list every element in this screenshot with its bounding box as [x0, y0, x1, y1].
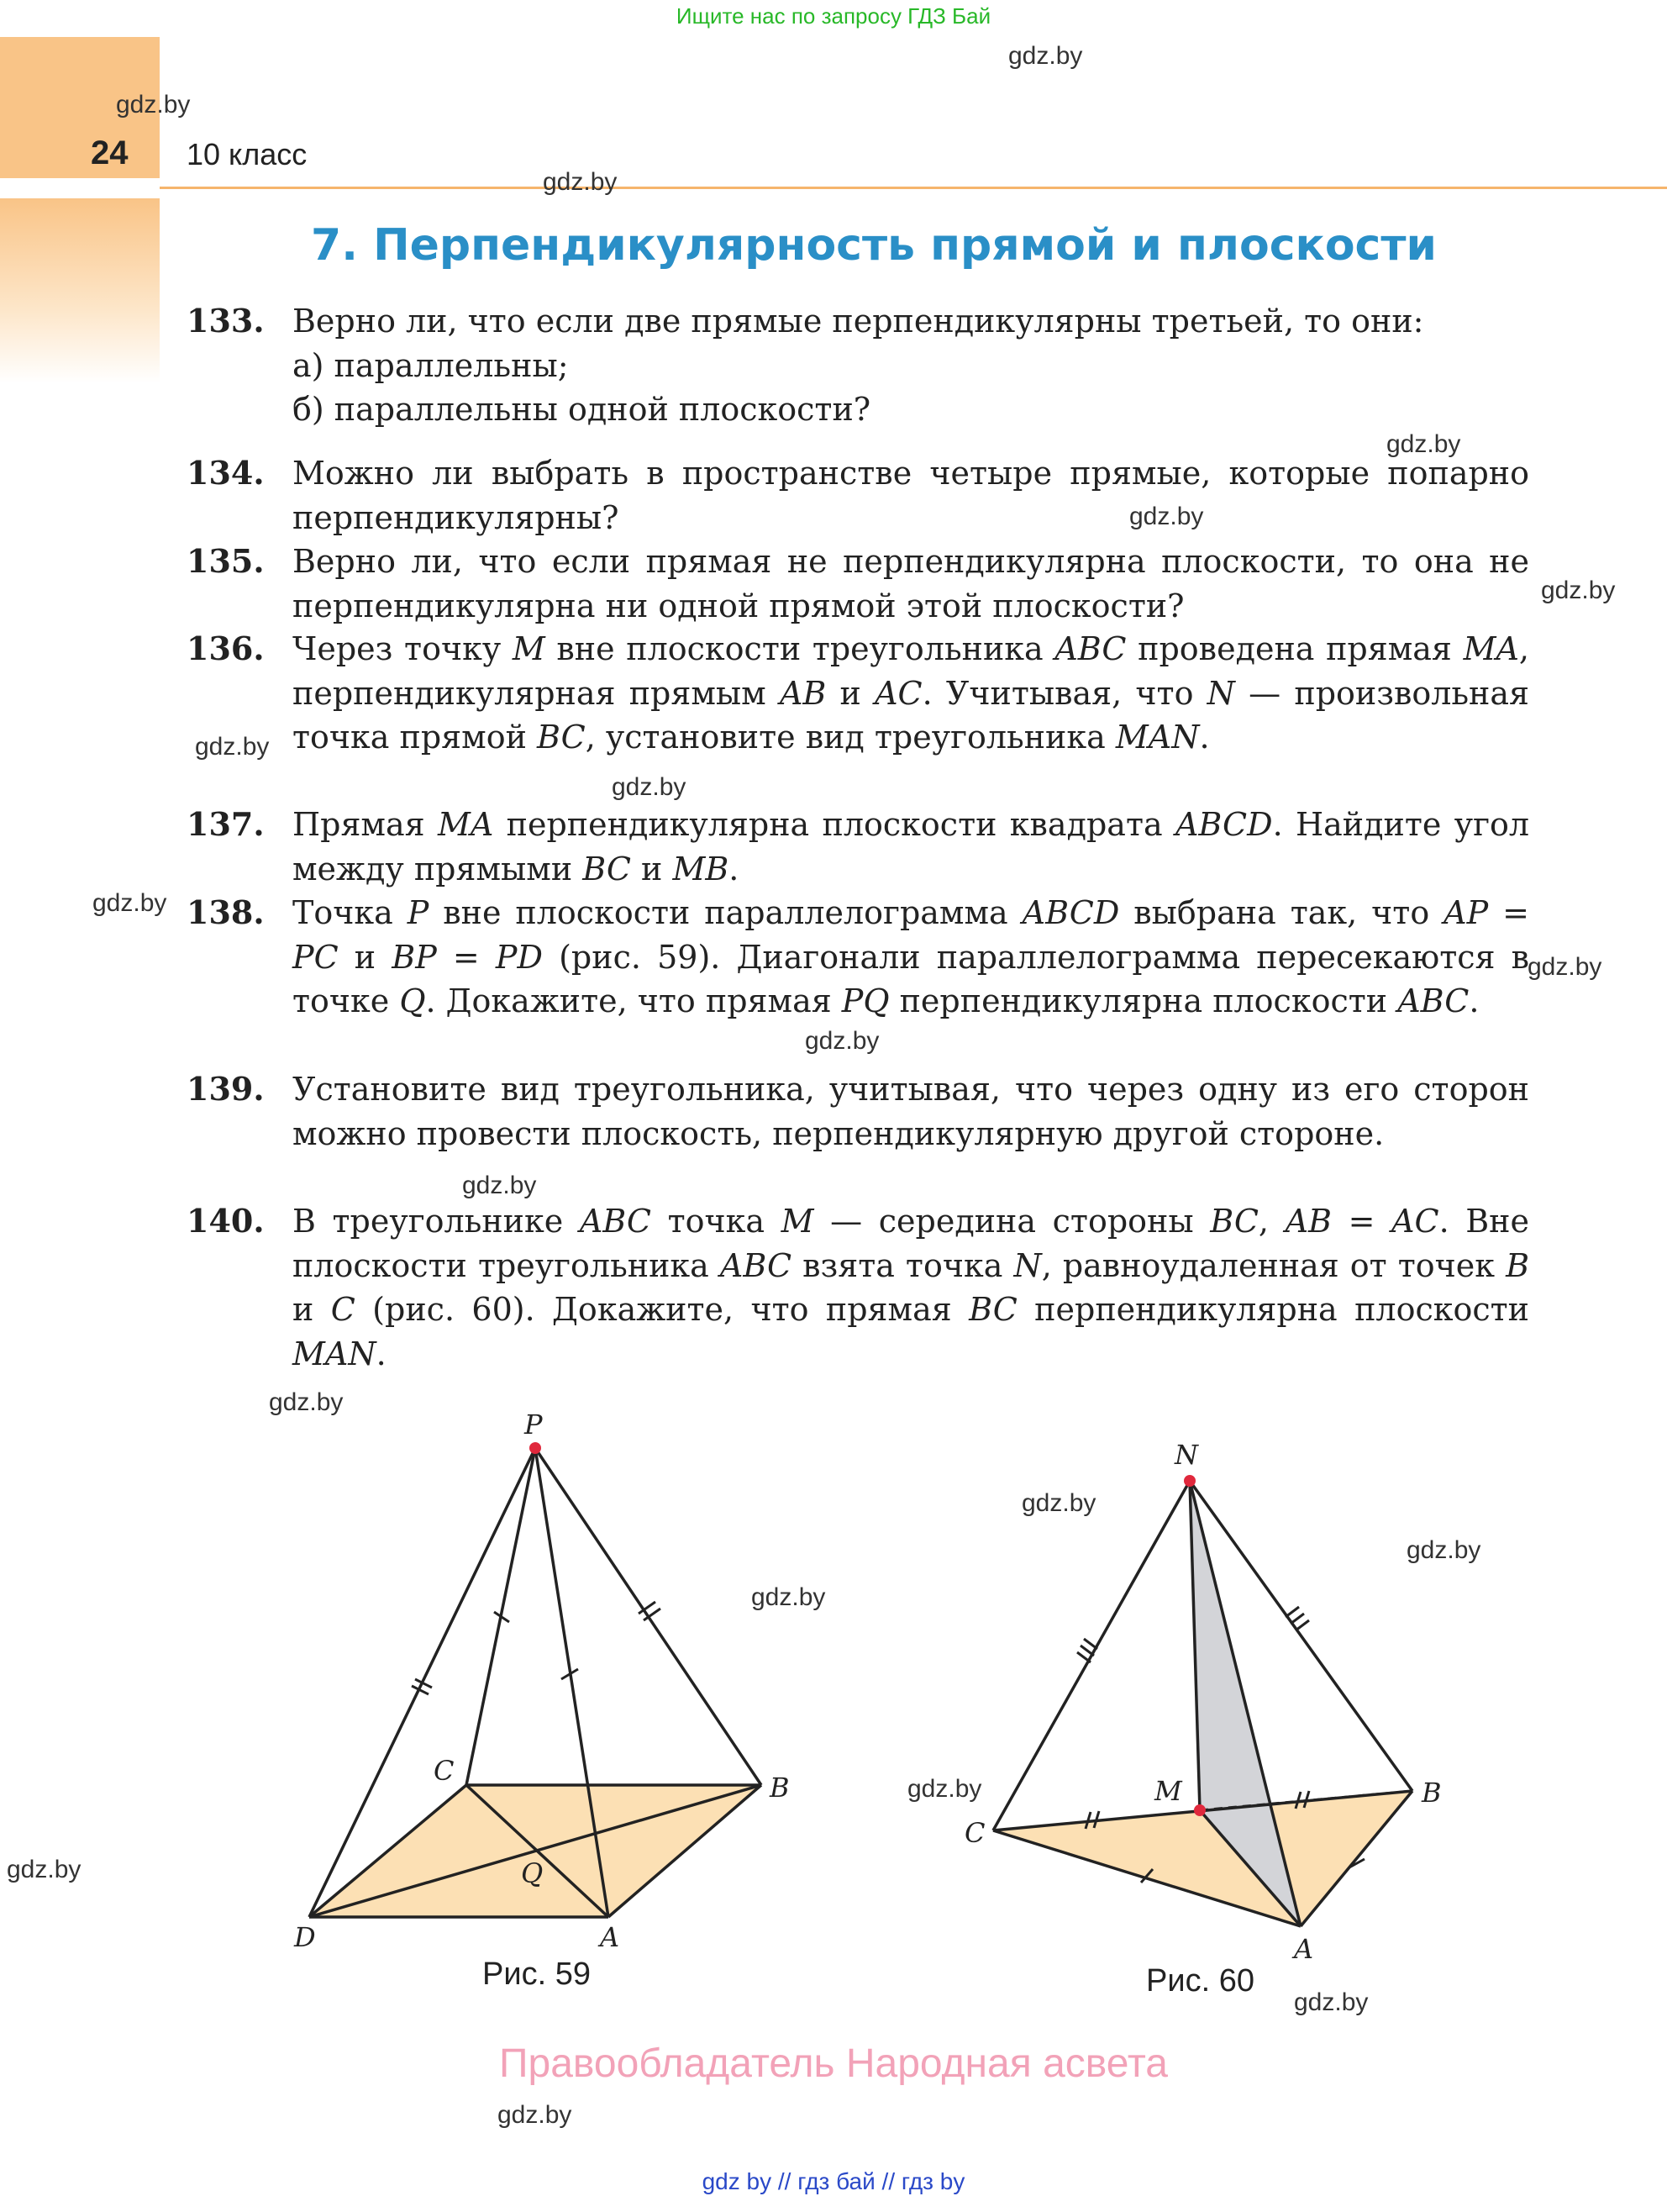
top-ad-banner[interactable]: Ищите нас по запросу ГДЗ Бай — [676, 3, 991, 29]
watermark: gdz.by — [543, 168, 618, 196]
problem-text: Через точку M вне плоскости треугольника ABC проведена прямая MA, перпендикулярная прямым AB и AC. Учитывая, что N — произвольная точка прямой BC, установите вид треугольника MAN. — [292, 630, 1530, 756]
watermark: gdz.by — [269, 1388, 344, 1416]
grade-label: 10 класс — [187, 137, 308, 171]
label-c: C — [434, 1755, 455, 1787]
problem-134 — [187, 451, 1529, 540]
label-d: D — [294, 1921, 316, 1953]
problem-text: Верно ли, что если прямая не перпендикулярна плоскости, то она не перпендикулярна ни одной прямой этой плоскости? — [292, 543, 1529, 624]
problem-140 — [187, 1199, 1529, 1376]
problem-number: 139. — [187, 1070, 265, 1108]
problem-text: В треугольнике ABC точка M — середина стороны BC, AB = AC. Вне плоскости треугольника ABC взята точка N, равноудаленная от точек B и C (рис. 60). Докажите, что прямая BC перпендикулярна плоскости MAN. — [292, 1203, 1530, 1372]
watermark: gdz.by — [1022, 1489, 1096, 1517]
label-q: Q — [521, 1857, 544, 1889]
section-title: 7. Перпендикулярность прямой и плоскости — [311, 220, 1437, 271]
footer-link[interactable]: гдз бай — [797, 2168, 876, 2194]
problem-number: 133. — [187, 302, 265, 340]
watermark: gdz.by — [1294, 1988, 1369, 2016]
problem-option-a: а) параллельны; — [292, 346, 569, 384]
problem-text: Прямая MA перпендикулярна плоскости квадрата ABCD. Найдите угол между прямыми BC и MB. — [292, 806, 1529, 887]
label-m: M — [1154, 1775, 1182, 1807]
figure-59 — [277, 1404, 832, 1975]
watermark: gdz.by — [805, 1027, 880, 1055]
label-a: A — [600, 1921, 620, 1953]
watermark: gdz.by — [1386, 430, 1461, 458]
problem-133 — [187, 299, 1529, 432]
problem-number: 137. — [187, 805, 265, 843]
watermark: gdz.by — [92, 889, 167, 917]
label-b: B — [770, 1772, 790, 1804]
problem-text: Точка P вне плоскости параллелограмма ABCD выбрана так, что AP = PC и BP = PD (рис. 59). Диагонали параллелограмма пересекаются в точке Q. Докажите, что прямая PQ перпендикулярна плоскости ABC. — [292, 894, 1530, 1019]
watermark: gdz.by — [497, 2101, 572, 2129]
label-c: C — [965, 1817, 986, 1849]
figure-60 — [958, 1429, 1462, 1975]
footer-links — [0, 2168, 1667, 2195]
watermark: gdz.by — [1129, 503, 1204, 530]
watermark: gdz.by — [1541, 577, 1616, 604]
figure-59-caption: Рис. 59 — [482, 1957, 591, 1992]
problem-option-b: б) параллельны одной плоскости? — [292, 391, 871, 428]
label-a: A — [1294, 1933, 1314, 1965]
watermark: gdz.by — [116, 91, 191, 118]
page-number: 24 — [91, 134, 129, 171]
point-p — [529, 1442, 541, 1454]
footer-link[interactable]: гдз by — [901, 2168, 965, 2194]
watermark: gdz.by — [195, 733, 270, 761]
figure-60-caption: Рис. 60 — [1146, 1963, 1254, 1999]
problem-139 — [187, 1067, 1529, 1156]
problem-text: Установите вид треугольника, учитывая, что через одну из его сторон можно провести плоскость, перпендикулярную другой стороне. — [292, 1071, 1529, 1152]
footer-link[interactable]: gdz by — [702, 2168, 772, 2194]
problem-135 — [187, 540, 1529, 628]
problem-138 — [187, 891, 1529, 1024]
label-p: P — [524, 1409, 543, 1440]
watermark: gdz.by — [1008, 42, 1083, 70]
footer-separator: // — [881, 2168, 896, 2194]
label-n: N — [1175, 1439, 1198, 1471]
problem-number: 135. — [187, 542, 265, 580]
watermark: gdz.by — [7, 1856, 82, 1883]
label-b: B — [1422, 1777, 1442, 1809]
footer-separator: // — [777, 2168, 791, 2194]
point-m — [1194, 1804, 1206, 1816]
problem-137 — [187, 803, 1529, 891]
watermark: gdz.by — [1407, 1536, 1481, 1564]
page-tab-gradient — [0, 198, 160, 383]
watermark: gdz.by — [907, 1775, 982, 1803]
problem-number: 140. — [187, 1202, 265, 1240]
watermark: gdz.by — [462, 1172, 537, 1199]
watermark: gdz.by — [1528, 953, 1602, 981]
problem-number: 136. — [187, 629, 265, 667]
problem-number: 134. — [187, 454, 265, 492]
point-n — [1184, 1475, 1196, 1487]
watermark: gdz.by — [612, 773, 686, 801]
header-rule — [160, 187, 1667, 189]
problem-text: Верно ли, что если две прямые перпендикулярны третьей, то они: — [292, 303, 1424, 340]
watermark: gdz.by — [751, 1583, 826, 1611]
problem-text: Можно ли выбрать в пространстве четыре прямые, которые попарно перпендикулярны? — [292, 455, 1529, 536]
problem-number: 138. — [187, 893, 265, 931]
problem-136 — [187, 627, 1529, 760]
copyright-notice: Правообладатель Народная асвета — [499, 2041, 1168, 2086]
